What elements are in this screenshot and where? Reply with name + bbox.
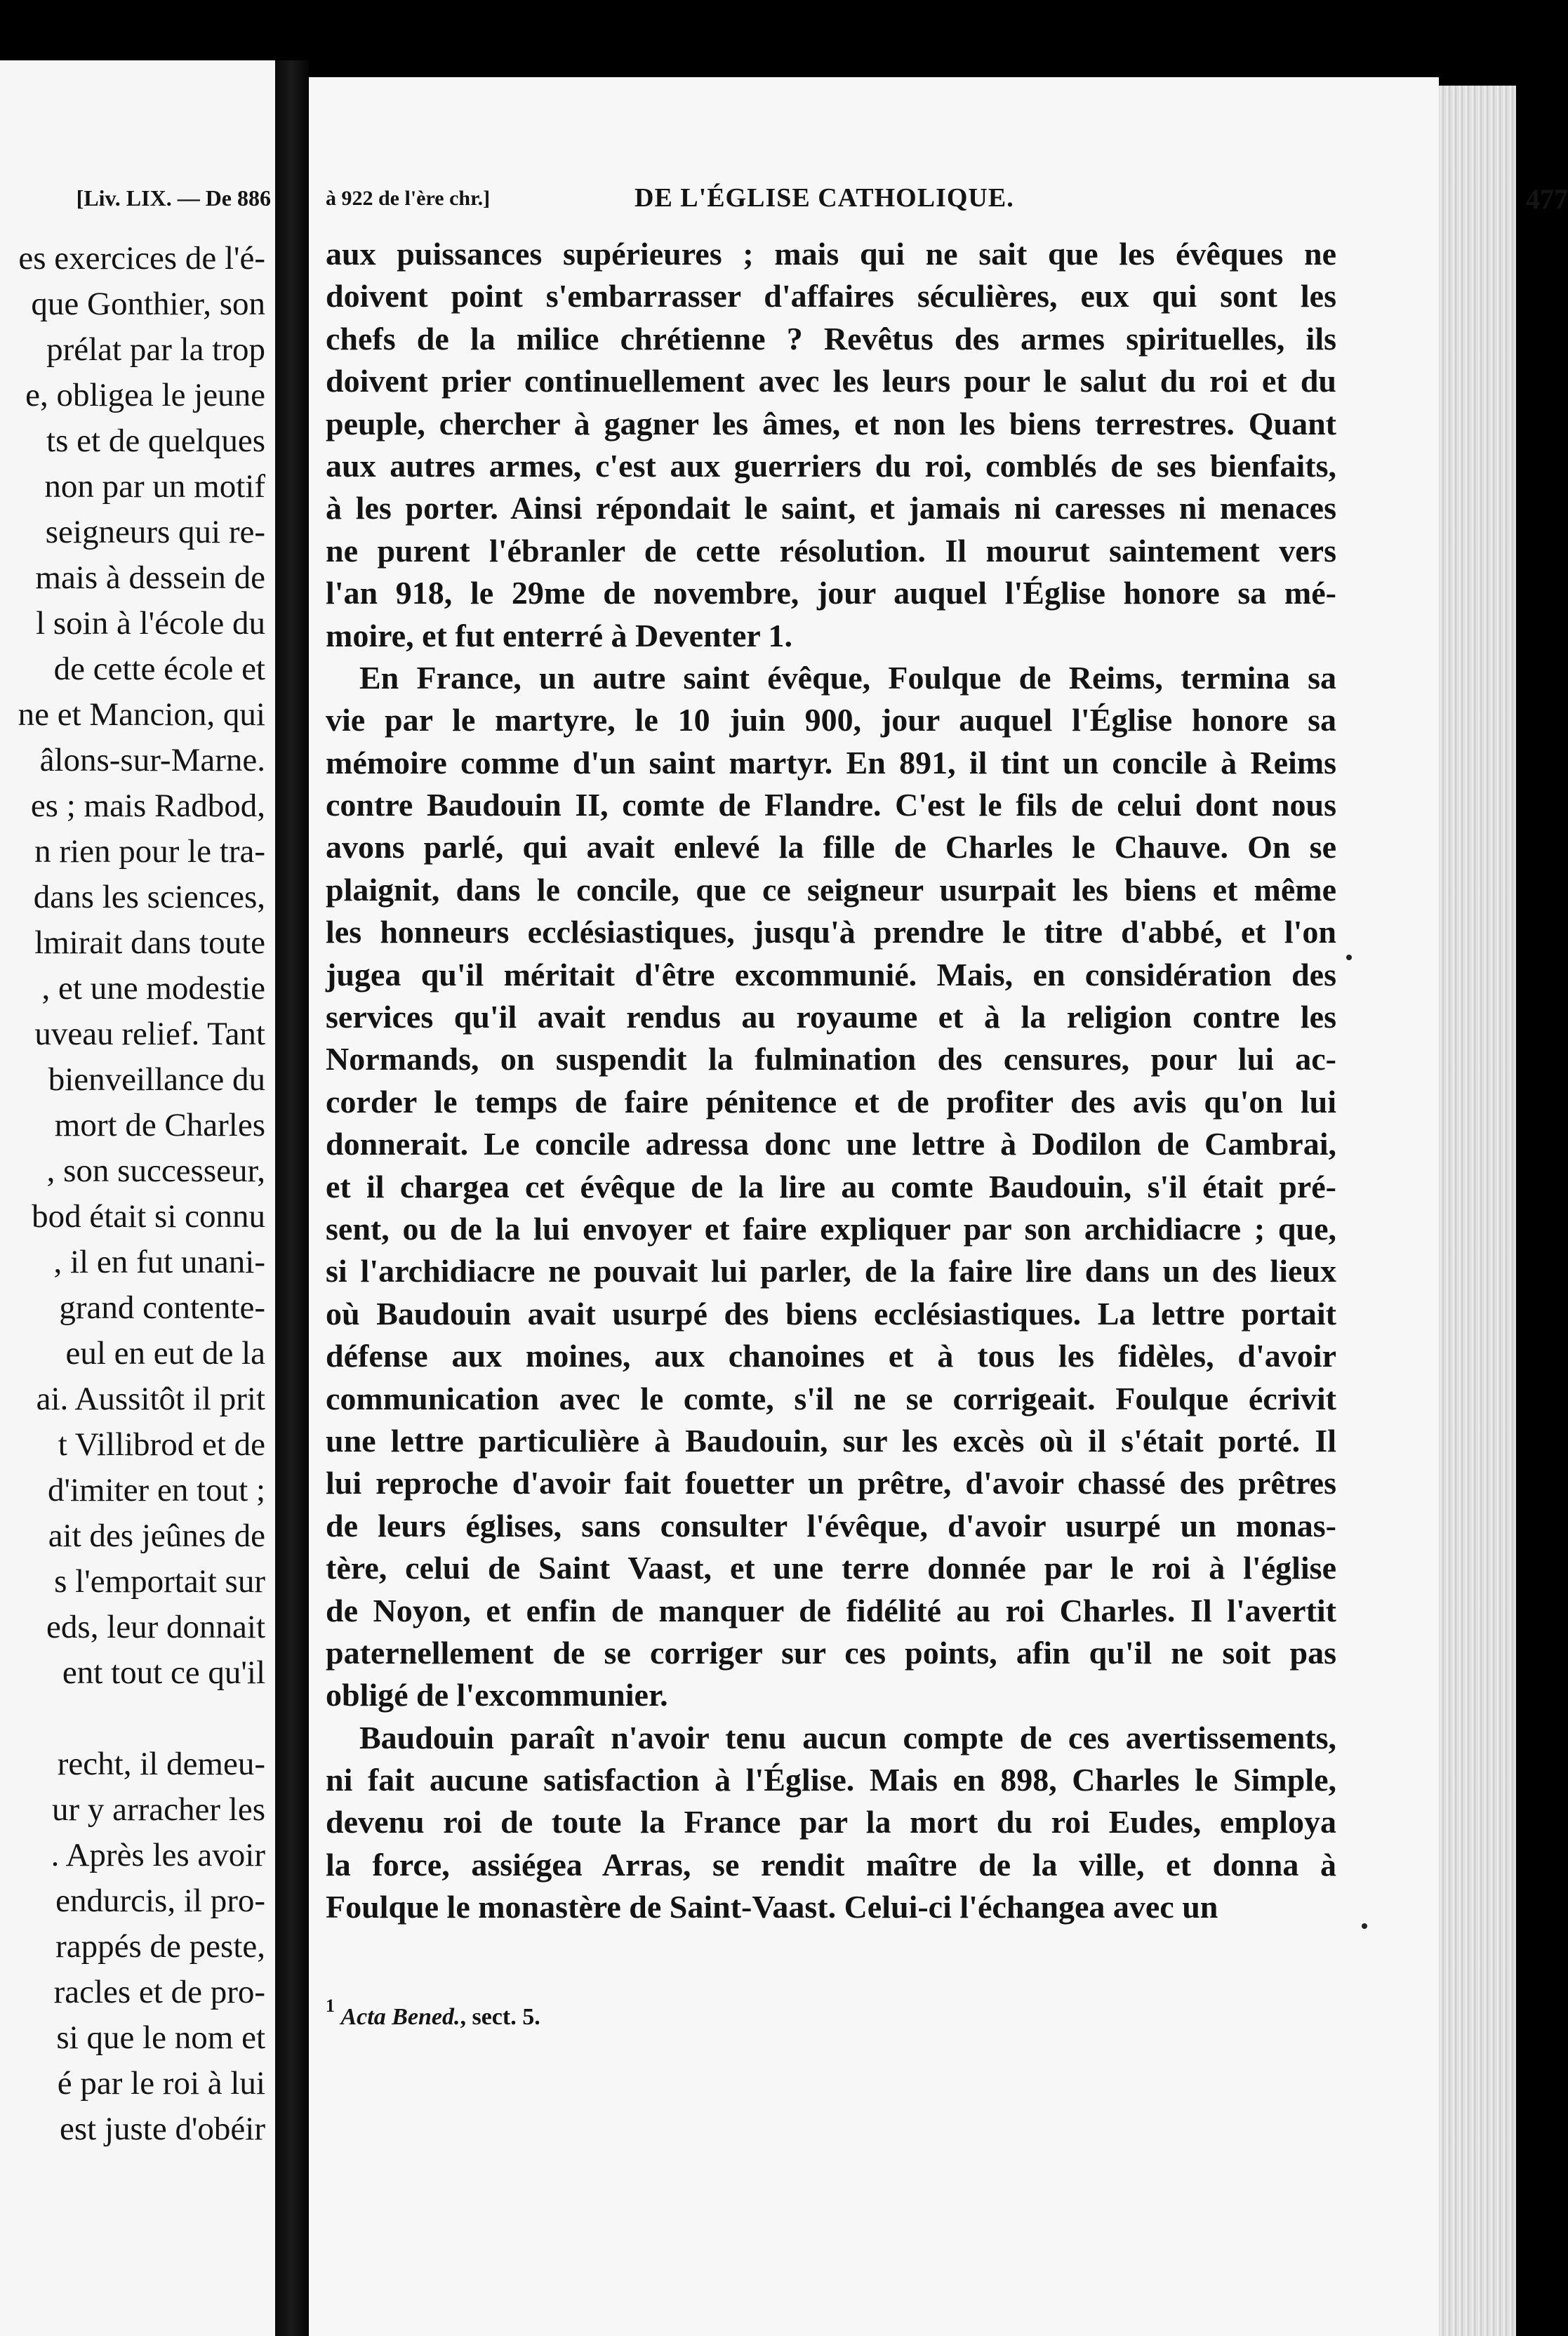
left-text-line: é par le roi à lui [57,2065,265,2102]
text-line: de Noyon, et enfin de manquer de fidélité au roi Charles. Il l'avertit [326,1592,1336,1628]
left-text-line: eds, leur donnait [46,1609,265,1645]
text-line: Normands, on suspendit la fulmination des censures, pour lui ac- [326,1041,1336,1077]
text-line: si l'archidiacre ne pouvait lui parler, de la faire lire dans un des lieux [326,1253,1336,1289]
left-text-line: âlons-sur-Marne. [39,742,265,778]
left-text-line: mais à dessein de [35,559,265,596]
text-line: où Baudouin avait usurpé des biens ecclésiastiques. La lettre portait [326,1295,1336,1332]
text-line: chefs de la milice chrétienne ? Revêtus des armes spirituelles, ils [326,320,1336,357]
text-line: lui reproche d'avoir fait fouetter un prêtre, d'avoir chassé des prêtres [326,1465,1336,1501]
text-line: à les porter. Ainsi répondait le saint, et jamais ni caresses ni menaces [326,490,1336,526]
left-text-line: ts et de quelques [46,423,265,459]
text-line: moire, et fut enterré à Deventer 1. [326,617,793,653]
left-text-line: , il en fut unani- [53,1244,265,1280]
text-line: paternellement de se corriger sur ces points, afin qu'il ne soit pas [326,1634,1336,1671]
left-text-line: rappés de peste, [55,1928,265,1965]
text-line: corder le temps de faire pénitence et de profiter des avis qu'on lui [326,1083,1336,1120]
text-line: Baudouin paraît n'avoir tenu aucun compte de ces avertissements, [359,1719,1336,1756]
book-gutter [275,60,309,2336]
left-text-line: bod était si connu [32,1198,265,1235]
left-text-line: , et une modestie [41,970,265,1007]
text-line: mémoire comme d'un saint martyr. En 891, il tint un concile à Reims [326,744,1336,781]
running-title: DE L'ÉGLISE CATHOLIQUE. [634,183,1014,213]
left-text-line: s l'emportait sur [54,1563,265,1600]
left-text-line: endurcis, il pro- [55,1883,265,1919]
footnote [326,1996,1336,2031]
page-number: 477 [1526,183,1568,215]
left-text-line: bienveillance du [48,1061,265,1098]
left-page [0,60,275,2336]
text-line: devenu roi de toute la France par la mort du roi Eudes, employa [326,1804,1336,1840]
left-text-line: lmirait dans toute [34,924,265,961]
text-line: Foulque le monastère de Saint-Vaast. Celui-ci l'échangea avec un [326,1889,1218,1925]
left-text-line: mort de Charles [54,1107,265,1143]
text-line: les honneurs ecclésiastiques, jusqu'à prendre le titre d'abbé, et l'on [326,914,1336,950]
right-page [309,77,1568,2336]
text-line: contre Baudouin II, comte de Flandre. C'est le fils de celui dont nous [326,787,1336,823]
text-line: En France, un autre saint évêque, Foulque de Reims, termina sa [359,659,1336,696]
left-page-text [4,236,265,2152]
left-text-line: t Villibrod et de [58,1426,265,1463]
left-text-line: ur y arracher les [51,1791,265,1828]
text-line: tère, celui de Saint Vaast, et une terre donnée par le roi à l'église [326,1550,1336,1586]
left-running-header: [Liv. LIX. — De 886 [76,185,271,211]
text-line: défense aux moines, aux chanoines et à tous les fidèles, d'avoir [326,1338,1336,1374]
text-line: services qu'il avait rendus au royaume et à la religion contre les [326,999,1336,1035]
text-line: de leurs églises, sans consulter l'évêque, d'avoir usurpé un monas- [326,1507,1336,1544]
left-text-line: . Après les avoir [51,1837,265,1873]
left-text-line: racles et de pro- [53,1974,265,2010]
left-text-line: de cette école et [53,651,265,687]
left-text-line: recht, il demeu- [57,1746,265,1782]
left-text-line: non par un motif [44,468,265,505]
text-line: la force, assiégea Arras, se rendit maître de la ville, et donna à [326,1846,1336,1883]
left-text-line: , son successeur, [46,1153,265,1189]
text-line: aux autres armes, c'est aux guerriers du roi, comblés de ses bienfaits, [326,447,1336,484]
left-text-line: ent tout ce qu'il [62,1654,265,1691]
text-line: obligé de l'excommunier. [326,1677,668,1713]
left-text-line: que Gonthier, son [31,286,265,322]
speck [1346,955,1352,960]
left-text-line: prélat par la trop [46,331,265,368]
text-line: plaignit, dans le concile, que ce seigneur usurpait les biens et même [326,871,1336,908]
left-text-line: uveau relief. Tant [34,1016,265,1052]
left-text-line: ait des jeûnes de [48,1518,265,1554]
left-text-line: l soin à l'école du [36,605,265,642]
footnote-source: Acta Bened. [340,2004,460,2030]
text-line: et il chargea cet évêque de la lire au comte Baudouin, s'il était pré- [326,1168,1336,1204]
left-text-line: d'imiter en tout ; [48,1472,265,1508]
text-line: peuple, chercher à gagner les âmes, et non les biens terrestres. Quant [326,405,1336,442]
speck [1362,1923,1367,1929]
text-line: doivent point s'embarrasser d'affaires séculières, eux qui sont les [326,278,1336,314]
left-text-line: si que le nom et [56,2019,265,2056]
text-line: l'an 918, le 29me de novembre, jour auquel l'Église honore sa mé- [326,575,1336,611]
left-text-line: est juste d'obéir [59,2111,265,2147]
main-text [326,233,1336,1929]
left-text-line: grand contente- [59,1289,265,1326]
left-text-line: dans les sciences, [33,879,265,915]
left-text-line: e, obligea le jeune [25,377,265,413]
text-line: ne purent l'ébranler de cette résolution. Il mourut saintement vers [326,532,1336,569]
text-line: une lettre particulière à Baudouin, sur les excès où il s'était porté. Il [326,1422,1336,1459]
left-text-line [4,1696,265,1741]
page-edges [1439,86,1516,2336]
text-line: jugea qu'il méritait d'être excommunié. Mais, en considération des [326,956,1336,993]
left-text-line: n rien pour le tra- [34,833,265,870]
left-text-line: es exercices de l'é- [18,240,265,277]
left-text-line: ne et Mancion, qui [18,696,265,733]
text-line: aux puissances supérieures ; mais qui ne sait que les évêques ne [326,236,1336,272]
date-range: à 922 de l'ère chr.] [326,187,491,210]
text-line: donnerait. Le concile adressa donc une lettre à Dodilon de Cambrai, [326,1126,1336,1162]
left-text-line: seigneurs qui re- [45,514,265,550]
footnote-rest: , sect. 5. [460,2004,540,2030]
left-text-line: ai. Aussitôt il prit [36,1381,265,1417]
text-line: vie par le martyre, le 10 juin 900, jour auquel l'Église honore sa [326,702,1336,738]
text-line: doivent prier continuellement avec les leurs pour le salut du roi et du [326,363,1336,399]
left-text-line: eul en eut de la [65,1335,265,1372]
text-line: sent, ou de la lui envoyer et faire expliquer par son archidiacre ; que, [326,1210,1336,1247]
footnote-marker: 1 [326,1996,335,2016]
left-text-line: es ; mais Radbod, [30,788,265,824]
running-header [326,180,1568,222]
text-line: ni fait aucune satisfaction à l'Église. Mais en 898, Charles le Simple, [326,1762,1336,1798]
text-line: communication avec le comte, s'il ne se corrigeait. Foulque écrivit [326,1380,1336,1416]
text-line: avons parlé, qui avait enlevé la fille de Charles le Chauve. On se [326,829,1336,865]
